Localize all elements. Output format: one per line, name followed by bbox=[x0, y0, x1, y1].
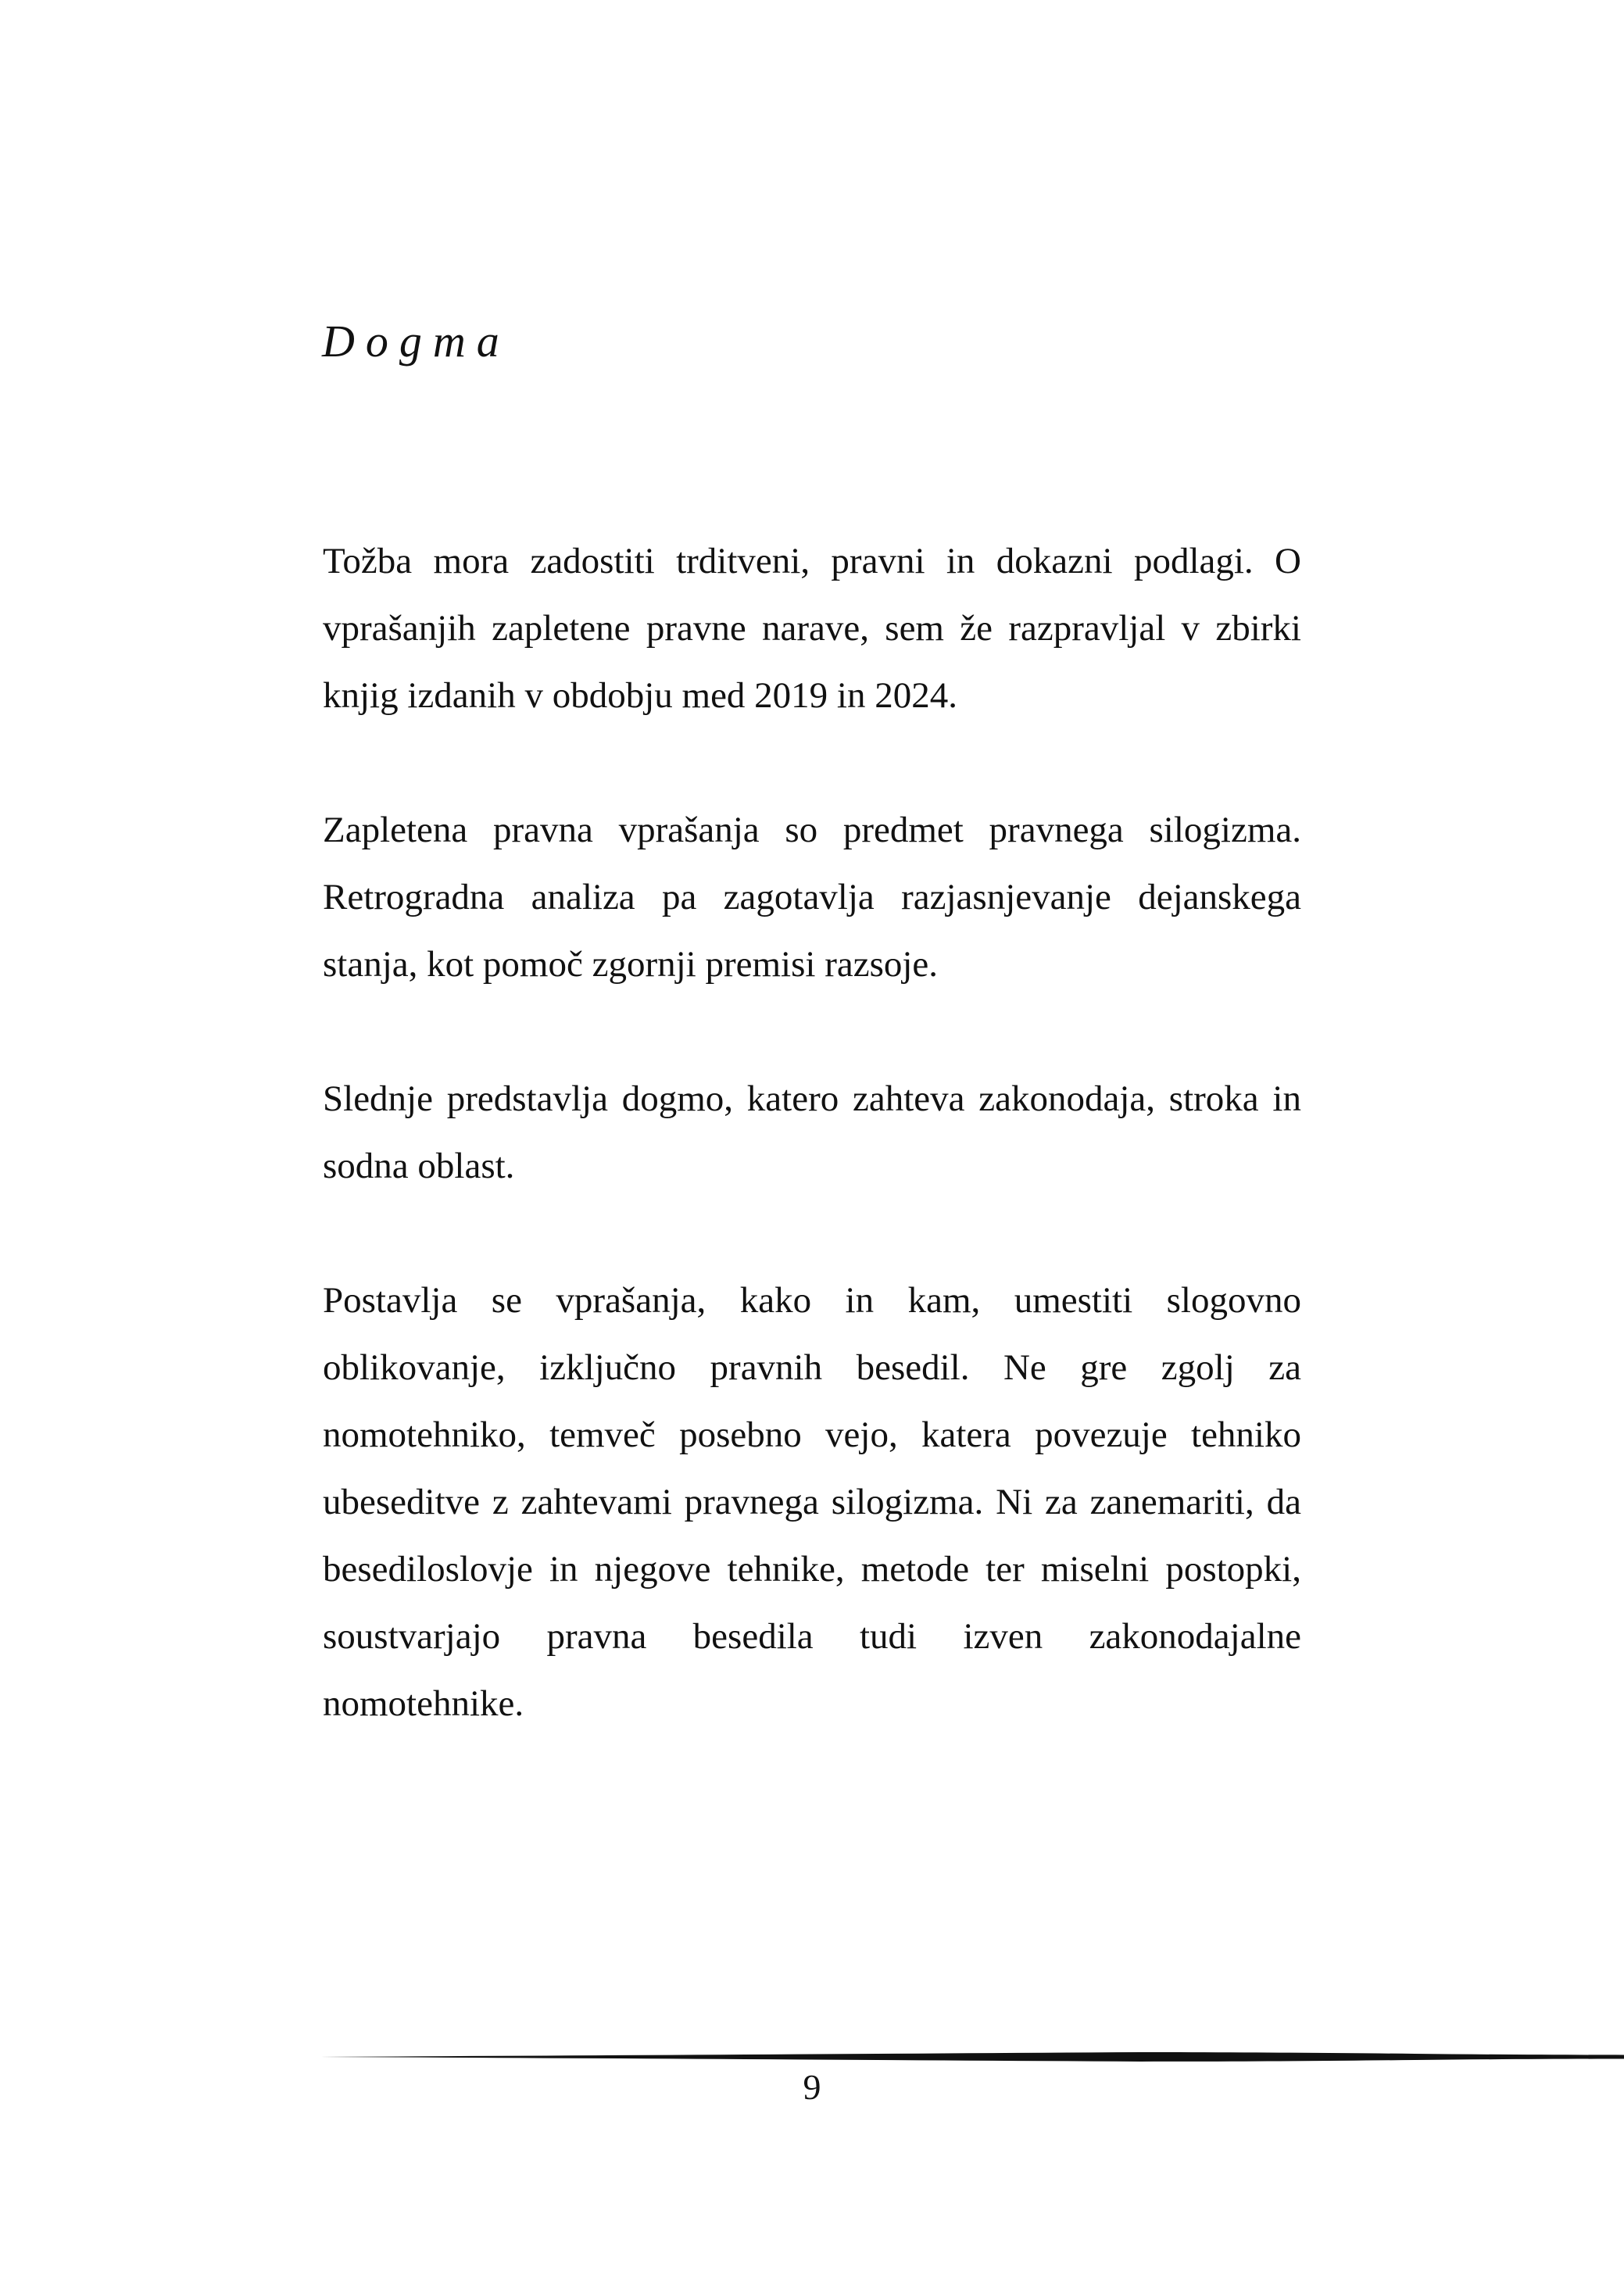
paragraph-2: Zapletena pravna vprašanja so predmet pravnega silogizma. Retrogradna analiza pa zagotavlja razjasnjevanje dejanskega stanja, kot pomoč zgornji premisi razsoje. bbox=[323, 810, 1301, 985]
page-title: Dogma bbox=[322, 316, 510, 367]
page-number: 9 bbox=[803, 2067, 821, 2107]
footer-divider bbox=[320, 2049, 1624, 2065]
paragraph-4: Postavlja se vprašanja, kako in kam, umestiti slogovno oblikovanje, izključno pravnih besedil. Ne gre zgolj za nomotehniko, temveč posebno vejo, katera povezuje tehniko ubeseditve z zahtevami pravnega silogizma. Ni za zanemariti, da besediloslovje in njegove tehnike, metode ter miselni postopki, soustvarjajo pravna besedila tudi izven zakonodajalne nomotehnike. bbox=[323, 1280, 1301, 1724]
body-text bbox=[323, 528, 1301, 1804]
paragraph-1: Tožba mora zadostiti trditveni, pravni in dokazni podlagi. O vprašanjih zapletene pravne narave, sem že razpravljal v zbirki knjig izdanih v obdobju med 2019 in 2024. bbox=[323, 541, 1301, 716]
paragraph-3: Slednje predstavlja dogmo, katero zahteva zakonodaja, stroka in sodna oblast. bbox=[323, 1078, 1301, 1186]
